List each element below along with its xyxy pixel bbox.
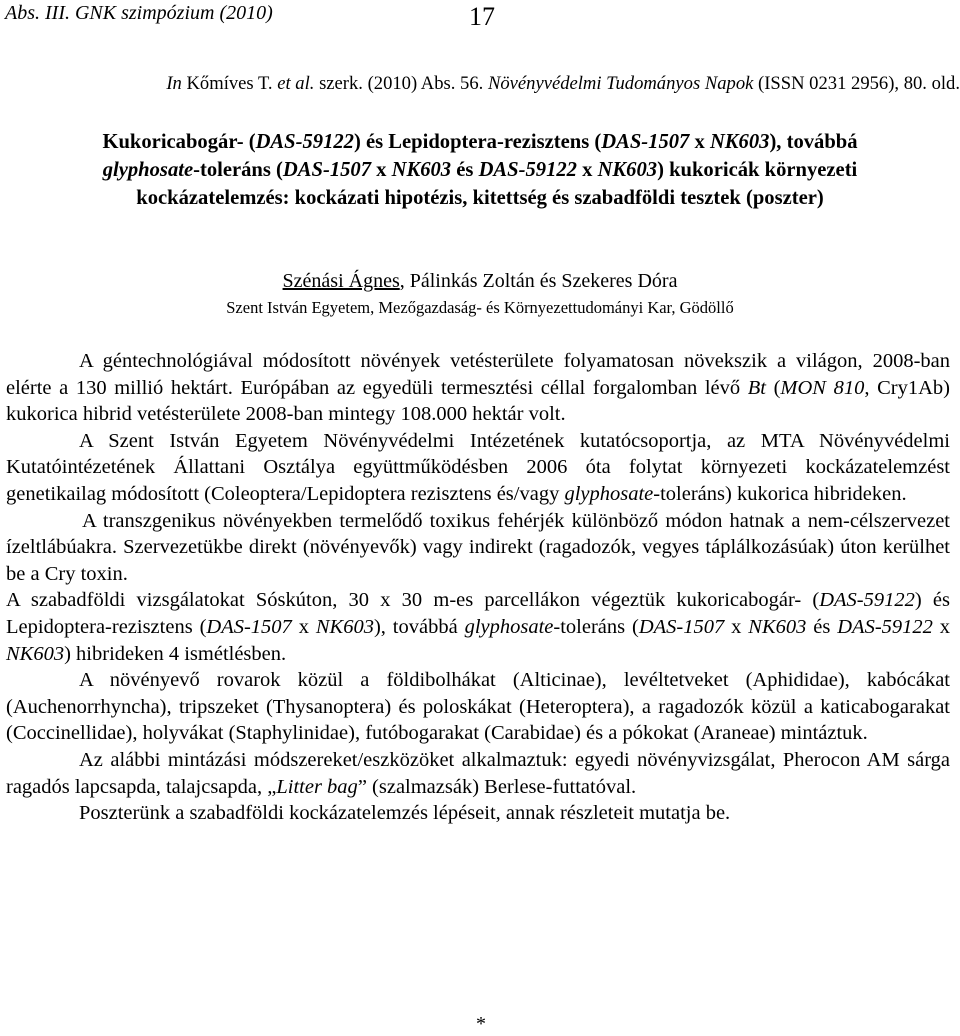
p6-text: ” (szalmazsák) Berlese-futtatóval. <box>357 775 637 798</box>
title-text: ) kukoricák környezeti <box>657 159 858 181</box>
citation-issn: (ISSN 0231 2956), 80. old. <box>753 73 960 94</box>
title-italic: DAS-1507 <box>282 159 372 181</box>
presenting-author: Szénási Ágnes <box>282 270 400 292</box>
paragraph-3: A transzgenikus növényekben termelődő toxikus fehérjék különböző módon hatnak a nem-célszervezet ízeltlábúakra. Szervezetükbe direkt (növényevők) vagy indirekt (ragadozók, vegyes táplálkozásúak) úton kerülhet be a Cry toxin. <box>6 509 950 585</box>
p4-italic: DAS-59122 <box>837 615 933 638</box>
p4-text: x <box>291 615 316 638</box>
p1-text: A géntechnológiával módosított növények vetésterülete folyamatosan növekszik a világon, 2008-ban elérte a 130 millió hektárt. Európában az egyedüli termesztési céllal forgalomban lévő <box>6 350 950 399</box>
title-text: x <box>371 159 392 181</box>
paragraph-2 <box>6 428 950 508</box>
title-italic: DAS-1507 <box>601 131 690 153</box>
author-list <box>0 270 960 293</box>
paragraph-4 <box>6 587 950 667</box>
p4-italic: DAS-1507 <box>206 615 292 638</box>
p4-italic: NK603 <box>748 615 807 638</box>
p1-text: , Cry1Ab) kukorica hibrid vetésterülete 2008-ban mintegy 108.000 hektár volt. <box>6 376 950 426</box>
citation-text: szerk. (2010) Abs. 56. <box>314 73 488 94</box>
citation-line <box>0 73 960 95</box>
paragraph-1 <box>6 348 950 428</box>
p4-italic: glyphosate <box>464 615 554 638</box>
paragraph-7: Poszterünk a szabadföldi kockázatelemzés lépéseit, annak részleteit mutatja be. <box>79 802 731 825</box>
co-authors: , Pálinkás Zoltán és Szekeres Dóra <box>399 270 678 292</box>
title-italic: NK603 <box>391 159 452 181</box>
p6-text: Az alábbi mintázási módszereket/eszközöket alkalmaztuk: egyedi növényvizsgálat, Pherocon AM sárga ragadós lapcsapda, talajcsapda, „ <box>6 748 950 798</box>
p4-text: és <box>806 615 838 638</box>
citation-in: In <box>166 73 182 94</box>
title-text: x <box>576 159 598 181</box>
p4-italic: NK603 <box>6 642 65 665</box>
paragraph-5: A növényevő rovarok közül a földibolhákat (Alticinae), levéltetveket (Aphididae), kabócákat (Auchenorrhyncha), tripszeket (Thysanoptera) és poloskákat (Heteroptera), a ragadozók közül a katicabogarakat (Coccinellidae), holyvákat (Staphylinidae), futóbogarakat (Carabidae) és a pókokat (Araneae) mintáztuk. <box>6 669 950 745</box>
title-text: -toleráns ( <box>193 159 283 181</box>
title-italic: DAS-59122 <box>478 159 577 181</box>
title-text: és <box>451 159 479 181</box>
p2-italic: glyphosate <box>564 482 654 505</box>
citation-journal: Növényvédelmi Tudományos Napok <box>487 73 754 94</box>
title-italic: NK603 <box>709 131 770 153</box>
p4-text: ), továbbá <box>373 615 465 638</box>
p2-text: -toleráns) kukorica hibrideken. <box>653 482 907 505</box>
p4-text: x <box>932 615 951 638</box>
p4-text: ) hibrideken 4 ismétlésben. <box>64 642 287 665</box>
p1-italic: MON 810 <box>780 376 865 399</box>
title-text: kockázatelemzés: kockázati hipotézis, kitettség és szabadföldi tesztek (poszter) <box>136 187 824 209</box>
p6-italic: Litter bag <box>276 775 358 798</box>
affiliation: Szent István Egyetem, Mezőgazdaság- és Környezettudományi Kar, Gödöllő <box>226 298 734 317</box>
p4-italic: DAS-1507 <box>638 615 725 638</box>
paragraph-6 <box>6 747 950 800</box>
abstract-body <box>6 348 950 827</box>
p4-italic: NK603 <box>315 615 374 638</box>
footnote-marker: * <box>476 1013 486 1035</box>
p1-text: ( <box>765 376 781 399</box>
p4-text: ) és Lepidoptera-rezisztens ( <box>6 589 950 638</box>
running-header: Abs. III. GNK szimpózium (2010) <box>5 2 273 24</box>
p4-italic: DAS-59122 <box>819 589 915 612</box>
title-text: x <box>689 131 710 153</box>
title-italic: DAS-59122 <box>255 131 354 153</box>
p4-text: x <box>724 615 749 638</box>
p2-text: A Szent István Egyetem Növényvédelmi Intézetének kutatócsoportja, az MTA Növényvédelmi Kutatóintézetének Állattani Osztálya együttműködésben 2006 óta folytat környezeti kockázatelemzést genetikailag módosított (Coleoptera/Lepidoptera rezisztens és/vagy <box>6 429 950 505</box>
p4-text: A szabadföldi vizsgálatokat Sóskúton, 30 x 30 m-es parcellákon végeztük kukoricabogár- ( <box>6 589 820 612</box>
citation-etal: et al. <box>277 73 315 94</box>
title-italic: glyphosate <box>102 159 194 181</box>
page-number: 17 <box>469 2 495 31</box>
title-text: ) és Lepidoptera-rezisztens ( <box>353 131 602 153</box>
p4-text: -toleráns ( <box>553 615 639 638</box>
p1-italic: Bt <box>747 376 766 399</box>
title-italic: NK603 <box>597 159 658 181</box>
citation-editors: Kőmíves T. <box>181 73 278 94</box>
title-text: ), továbbá <box>769 131 858 153</box>
paper-title <box>0 128 960 212</box>
title-text: Kukoricabogár- ( <box>102 131 256 153</box>
